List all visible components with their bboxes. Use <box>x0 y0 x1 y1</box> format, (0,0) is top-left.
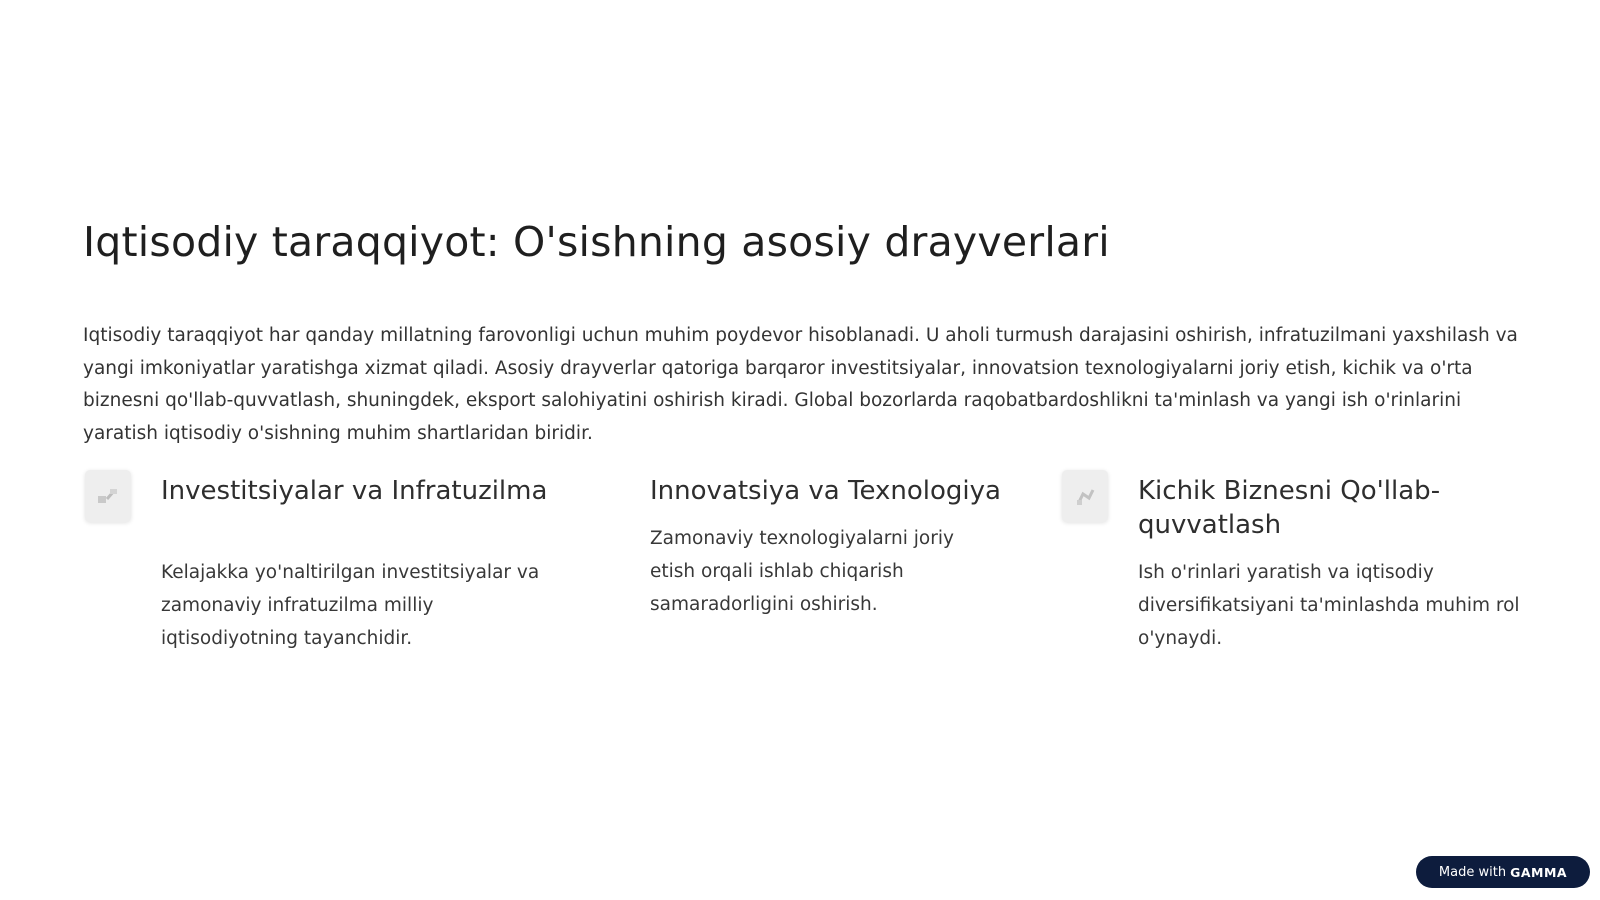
image-placeholder-icon <box>1062 470 1108 522</box>
card-text: Ish o'rinlari yaratish va iqtisodiy diversifikatsiyani ta'minlashda muhim rol o'ynaydi. <box>1138 562 1520 649</box>
card-text: Kelajakka yo'naltirilgan investitsiyalar va zamonaviy infratuzilma milliy iqtisodiyotning tayanchidir. <box>161 562 540 649</box>
card-text: Zamonaviy texnologiyalarni joriy etish orqali ishlab chiqarish samaradorligini oshirish. <box>650 528 954 615</box>
image-placeholder-icon <box>85 470 131 522</box>
card-heading: Kichik Biznesni Qo'llab-quvvatlash <box>1138 476 1441 540</box>
card-heading: Investitsiyalar va Infratuzilma <box>161 476 548 506</box>
made-with-gamma-badge[interactable] <box>1416 856 1590 888</box>
badge-prefix: Made with <box>1438 864 1507 880</box>
card-heading: Innovatsiya va Texnologiya <box>650 476 1001 506</box>
intro-paragraph: Iqtisodiy taraqqiyot har qanday millatning farovonligi uchun muhim poydevor hisoblanadi. U aholi turmush darajasini oshirish, infratuzilmani yaxshilash va yangi imkoniyatlar yaratishga xizmat qiladi. Asosiy drayverlar qatoriga barqaror investitsiyalar, innovatsion texnologiyalarni joriy etish, kichik va o'rta biznesni qo'llab-quvvatlash, shuningdek, eksport salohiyatini oshirish kiradi. Global bozorlarda raqobatbardoshlikni ta'minlash va yangi ish o'rinlarini yaratish iqtisodiy o'sishning muhim shartlaridan biridir. <box>83 325 1518 444</box>
gamma-logo: GAMMA <box>1510 864 1568 880</box>
page-title: Iqtisodiy taraqqiyot: O'sishning asosiy drayverlari <box>83 218 1110 266</box>
